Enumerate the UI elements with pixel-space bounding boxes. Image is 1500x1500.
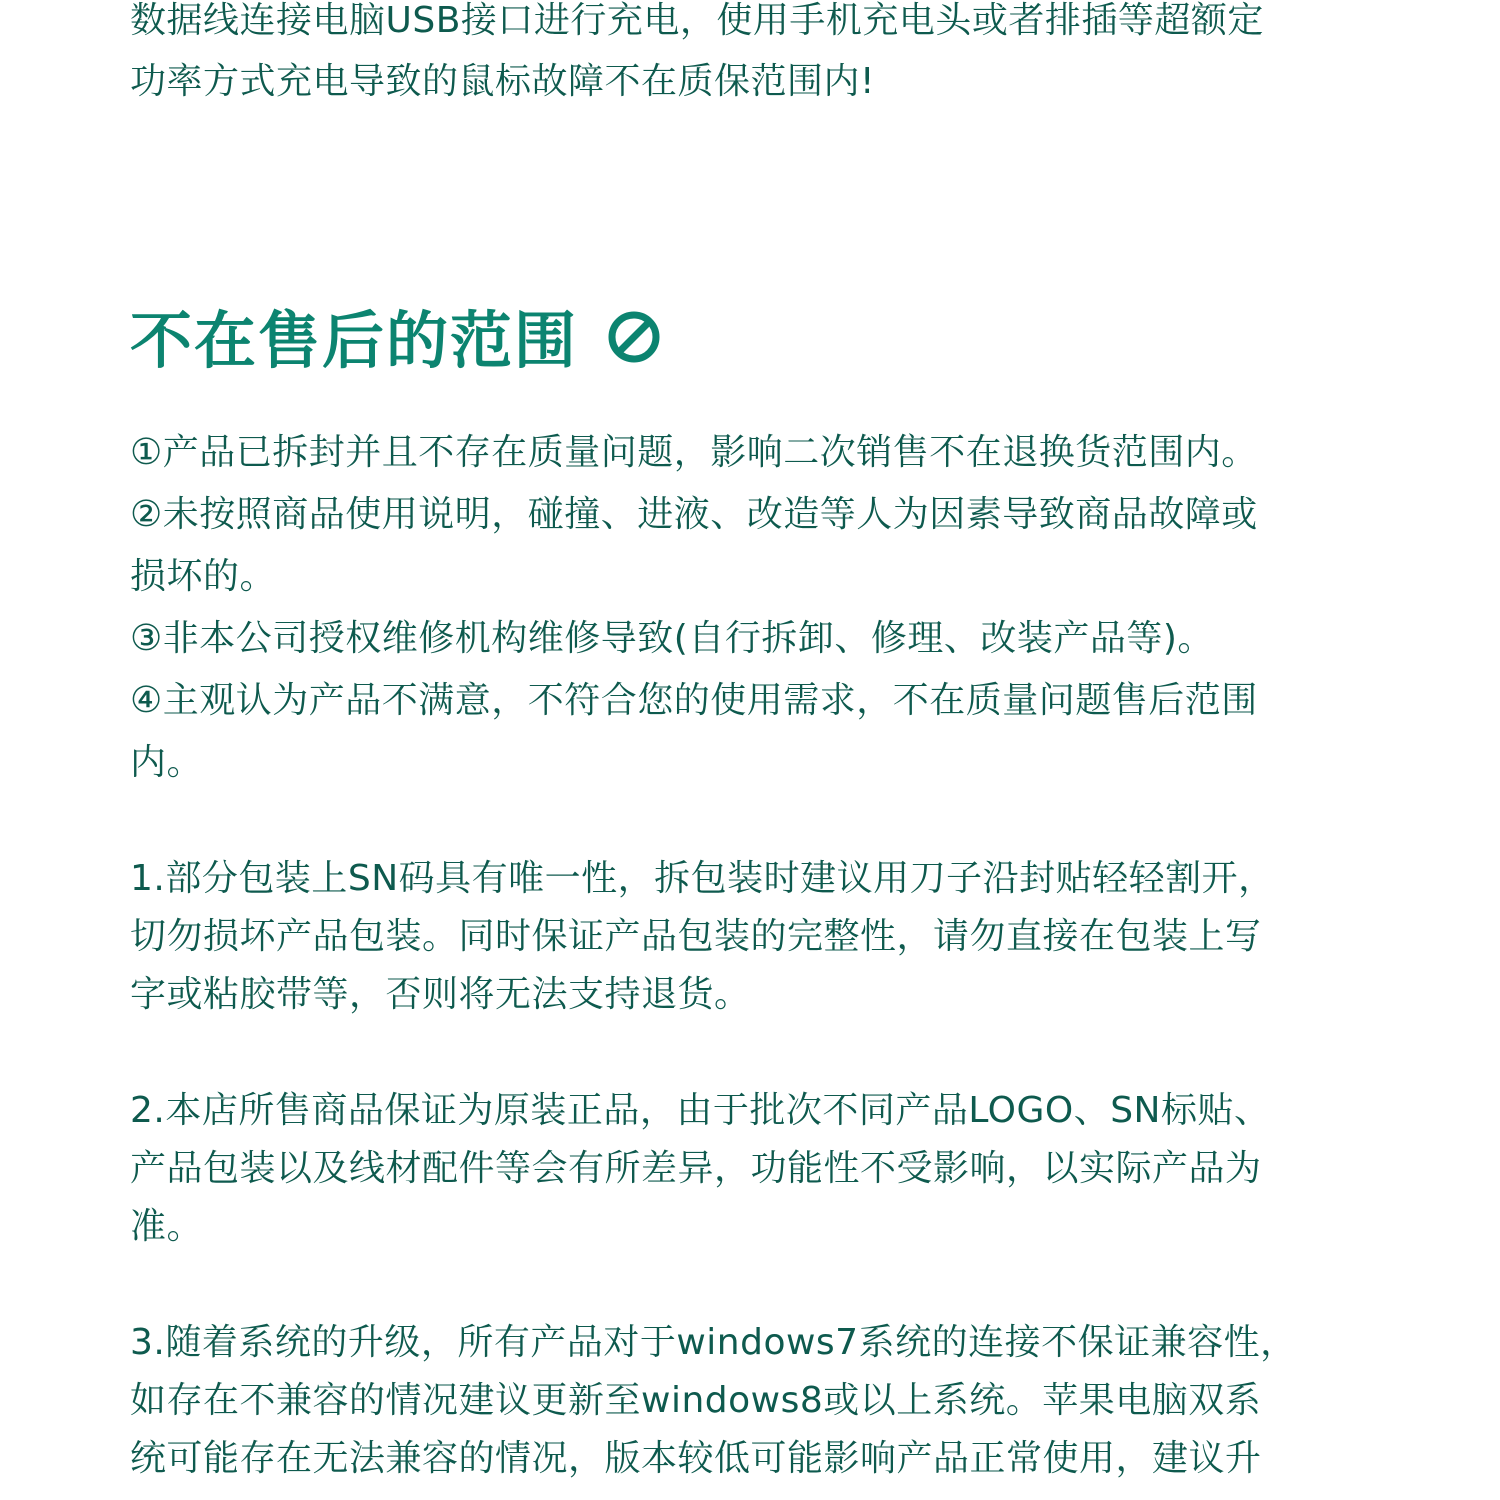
intro-line: 数据线连接电脑USB接口进行充电，使用手机充电头或者排插等超额定 (130, 0, 1264, 41)
note-line: 3.随着系统的升级，所有产品对于windows7系统的连接不保证兼容性， (130, 1322, 1297, 1363)
section-heading (130, 290, 662, 380)
list-item: ③非本公司授权维修机构维修导致(自行拆卸、修理、改装产品等)。 (130, 618, 1214, 659)
note-line: 2.本店所售商品保证为原装正品，由于批次不同产品LOGO、SN标贴、 (130, 1090, 1271, 1131)
note-line: 准。 (130, 1206, 204, 1247)
note-line: 产品包装以及线材配件等会有所差异，功能性不受影响，以实际产品为 (130, 1148, 1262, 1189)
note-line: 如存在不兼容的情况建议更新至windows8或以上系统。苹果电脑双系 (130, 1380, 1262, 1421)
intro-paragraph (130, 0, 1370, 112)
list-item: ④主观认为产品不满意，不符合您的使用需求，不在质量问题售后范围 (130, 680, 1258, 721)
section-title: 不在售后的范围 (130, 303, 579, 377)
note-paragraph-2 (130, 1082, 1370, 1256)
list-item: ②未按照商品使用说明，碰撞、进液、改造等人为因素导致商品故障或 (130, 494, 1258, 535)
list-item: ①产品已拆封并且不存在质量问题，影响二次销售不在退换货范围内。 (130, 432, 1258, 473)
intro-line: 功率方式充电导致的鼠标故障不在质保范围内! (130, 61, 875, 102)
note-paragraph-3 (130, 1314, 1370, 1488)
list-item: 内。 (130, 742, 204, 783)
list-item: 损坏的。 (130, 556, 277, 597)
note-paragraph-1 (130, 850, 1370, 1024)
note-line: 统可能存在无法兼容的情况，版本较低可能影响产品正常使用，建议升 (130, 1438, 1262, 1479)
prohibited-icon (606, 307, 662, 363)
note-line: 字或粘胶带等，否则将无法支持退货。 (130, 974, 751, 1015)
note-line: 1.部分包装上SN码具有唯一性，拆包装时建议用刀子沿封贴轻轻割开， (130, 858, 1275, 899)
note-line: 切勿损坏产品包装。同时保证产品包装的完整性，请勿直接在包装上写 (130, 916, 1262, 957)
exclusion-list (130, 422, 1370, 794)
